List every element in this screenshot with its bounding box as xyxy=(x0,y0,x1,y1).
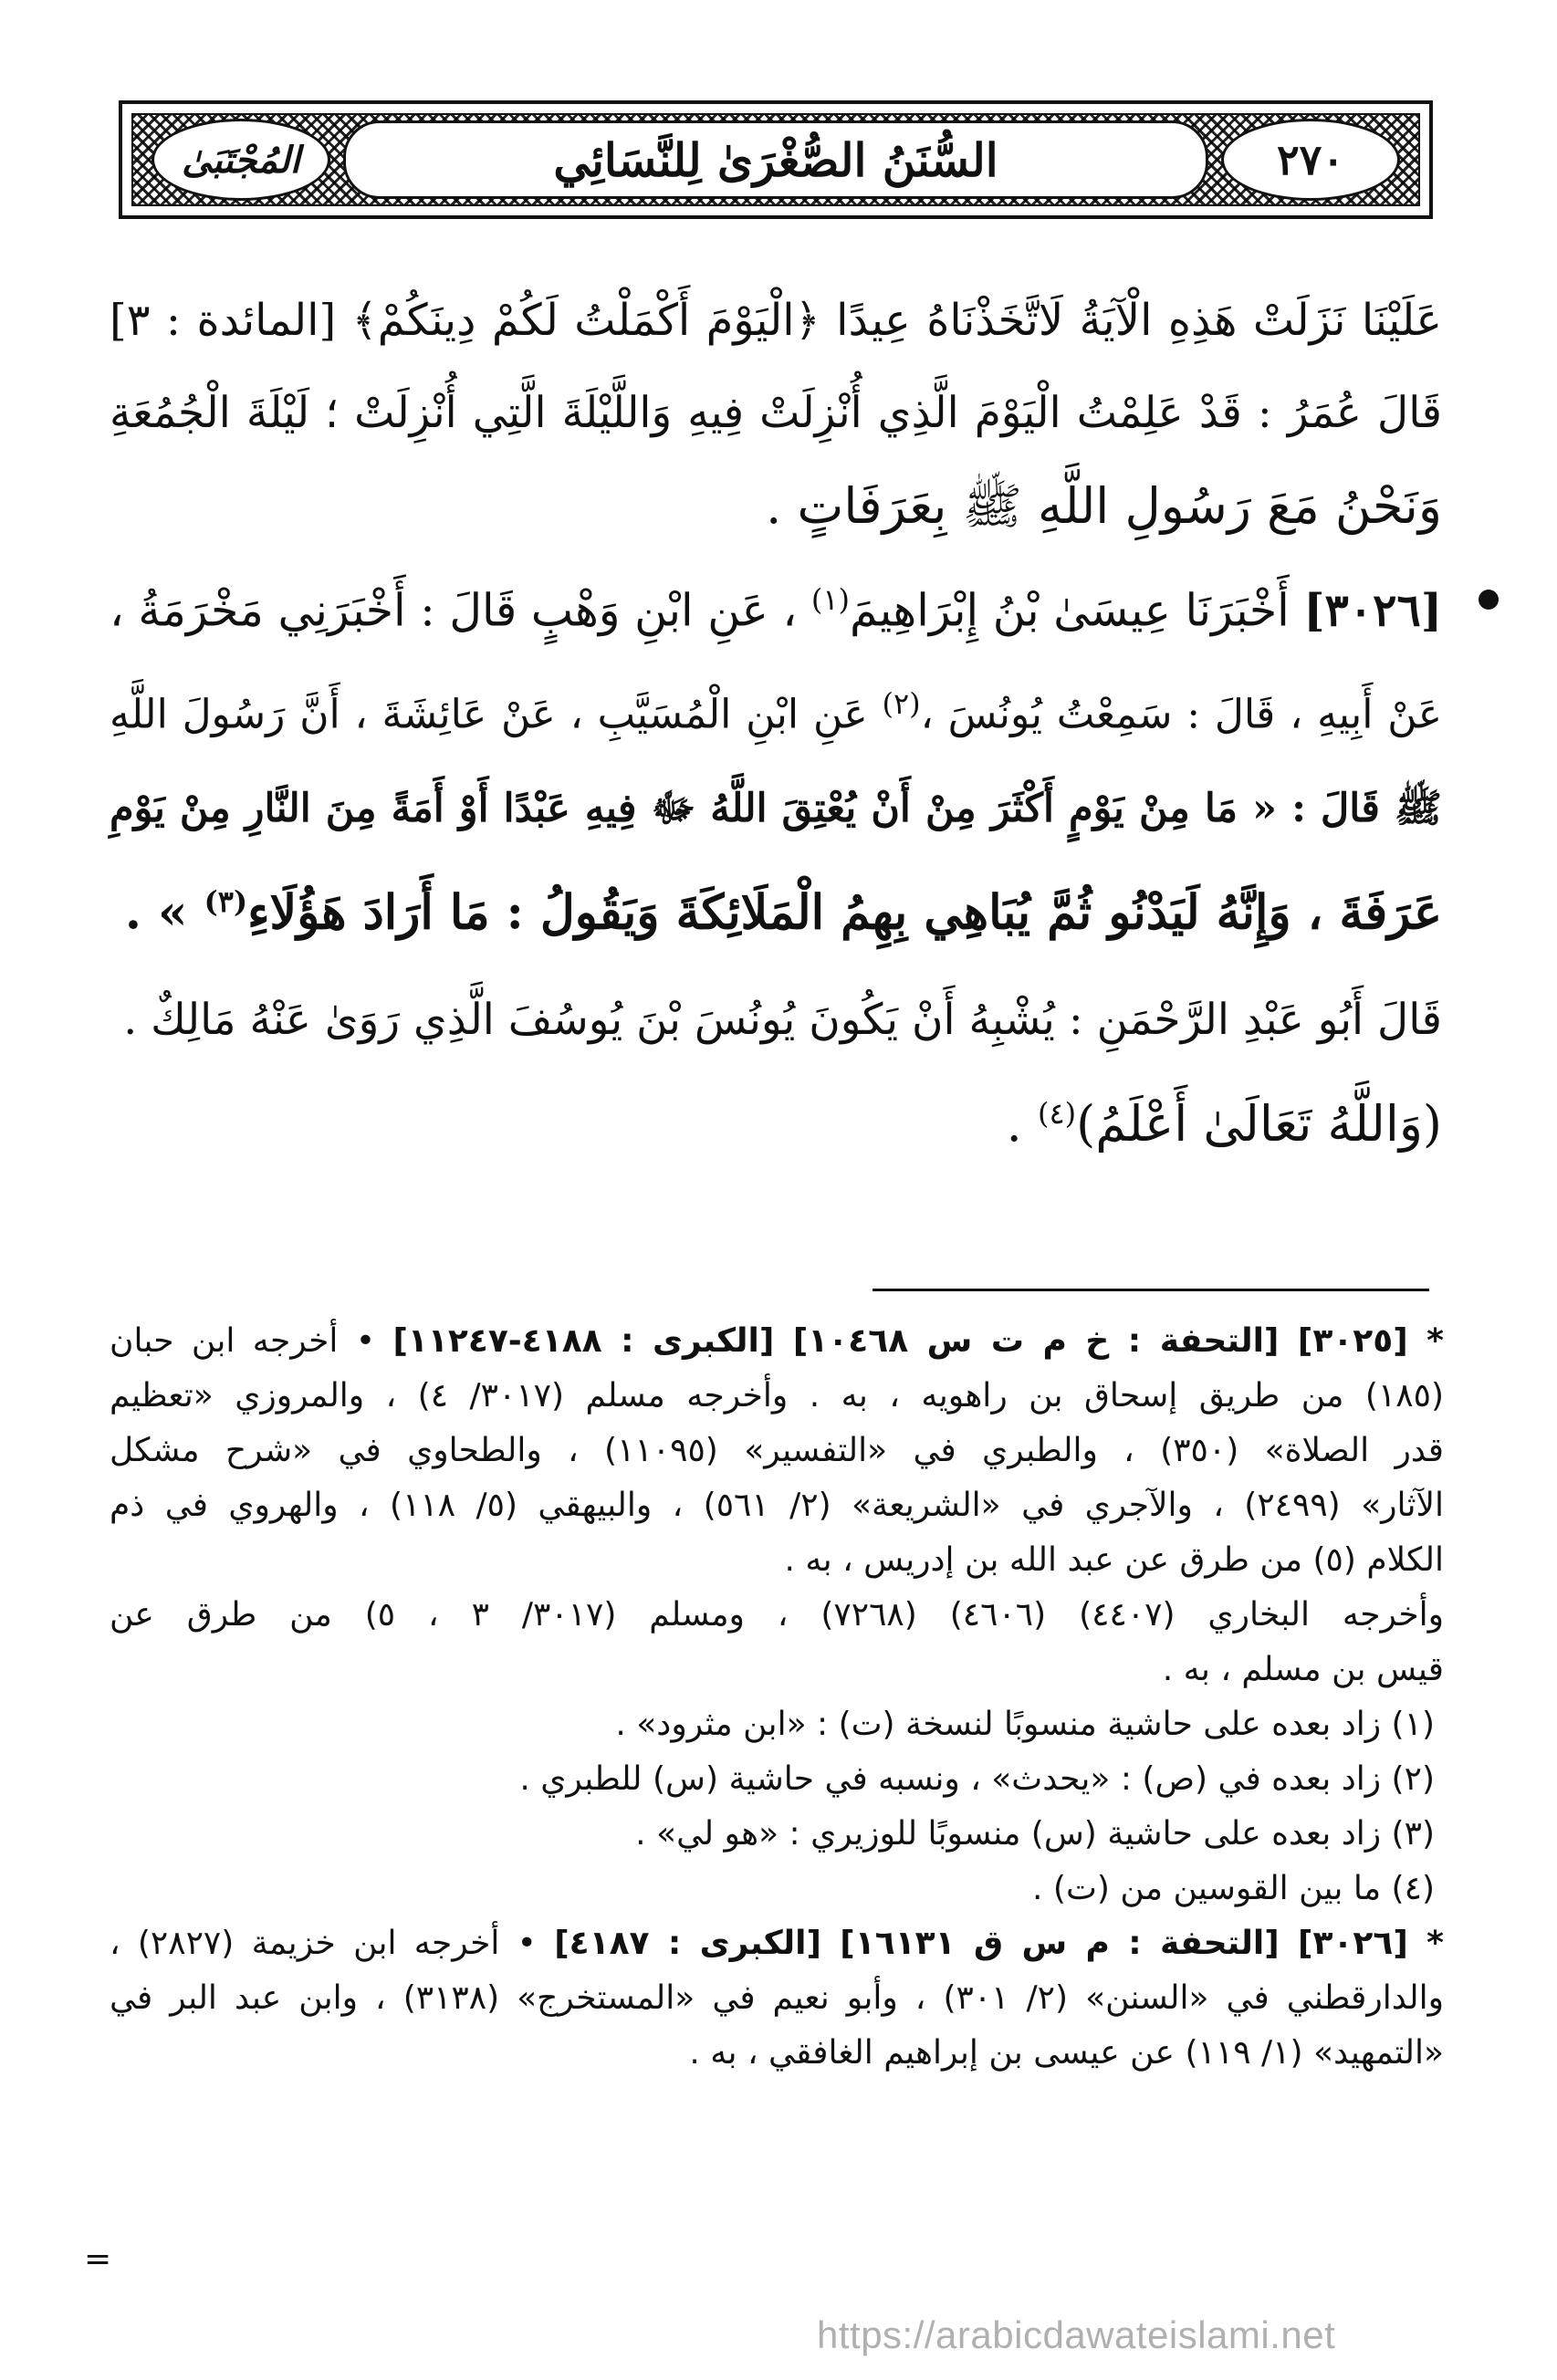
footnote-line: والدارقطني في «السنن» (٢/ ٣٠١) ، وأبو نعيم في «المستخرج» (٣١٣٨) ، وابن عبد البر في xyxy=(110,1979,1444,2017)
footnote-head: * [٣٠٢٥] [التحفة : خ م ت س ١٠٤٦٨] [الكبرى : ٤١٨٨-١١٢٤٧] xyxy=(392,1322,1445,1360)
header-ornament-frame xyxy=(131,113,1420,206)
footnote-ref: (٣) xyxy=(204,883,248,919)
hadith-line: ﷺ قَالَ : « مَا مِنْ يَوْمٍ أَكْثَرَ مِنْ أَنْ يُعْتِقَ اللَّهُ ﷻ فِيهِ عَبْدًا أَوْ أَمَةً مِنَ النَّارِ مِنْ يَوْمِ xyxy=(110,785,1442,831)
hadith-line xyxy=(110,855,1442,959)
hadith-text: » . xyxy=(124,884,188,941)
footnote-line: الكلام (٥) من طرق عن عبد الله بن إدريس ، به . xyxy=(784,1541,1444,1579)
hadith-text: عَرَفَةَ ، وَإِنَّهُ لَيَدْنُو ثُمَّ يُبَاهِي بِهِمُ الْمَلَائِكَةَ وَيَقُولُ : مَا أَرَادَ هَؤُلَاءِ xyxy=(247,884,1442,941)
page-number: ٢٧٠ xyxy=(1276,135,1345,184)
hadith-block xyxy=(110,553,1442,959)
book-title: السُّنَنُ الصُّغْرَىٰ لِلنَّسَائِي xyxy=(553,132,998,187)
footnote-head: * [٣٠٢٦] [التحفة : م س ق ١٦١٣١] [الكبرى : ٤١٨٧] xyxy=(554,1925,1444,1962)
text-line: وَنَحْنُ مَعَ رَسُولِ اللَّهِ ﷺ بِعَرَفَاتٍ . xyxy=(766,477,1442,535)
footnote-ref: (١) xyxy=(810,582,850,617)
footnote-line: قدر الصلاة» (٣٥٠) ، والطبري في «التفسير» (١١٠٩٥) ، والطحاوي في «شرح مشكل xyxy=(110,1432,1444,1469)
footnotes xyxy=(110,1314,1444,2081)
sub-footnote: (١) زاد بعده على حاشية منسوبًا لنسخة (ت) : «ابن مثرود» . xyxy=(615,1706,1435,1743)
sub-footnote: (٣) زاد بعده على حاشية (س) منسوبًا للوزيري : «هو لي» . xyxy=(635,1815,1435,1853)
footnote-line: (١٨٥) من طريق إسحاق بن راهويه ، به . وأخرجه مسلم (٣٠١٧/ ٤) ، والمروزي «تعظيم xyxy=(110,1377,1444,1414)
footnote-line xyxy=(110,1314,1444,1369)
header-title-box xyxy=(343,120,1208,199)
book-emblem: المُجْتَبَىٰ xyxy=(182,138,300,182)
margin-mark: = xyxy=(84,2240,112,2278)
comment-text: (وَاللَّهُ تَعَالَىٰ أَعْلَمُ) xyxy=(1076,1095,1442,1153)
footnote-line xyxy=(110,1916,1444,1971)
footnote-text: • أخرجه ابن حبان xyxy=(110,1322,376,1360)
hadith-number: [٣٠٢٦] xyxy=(1303,583,1443,637)
page-header xyxy=(119,100,1433,219)
hadith-text: أَخْبَرَنَا عِيسَىٰ بْنُ إِبْرَاهِيمَ xyxy=(850,584,1290,637)
footnote-line: قيس بن مسلم ، به . xyxy=(1162,1651,1444,1688)
comment-end: . xyxy=(1006,1095,1022,1153)
footnote-text: • أخرجه ابن خزيمة (٢٨٢٧) ، xyxy=(110,1925,537,1962)
page-number-medallion xyxy=(1221,119,1400,201)
bullet-icon xyxy=(1479,590,1499,610)
hadith-text: عَنْ أَبِيهِ ، قَالَ : سَمِعْتُ يُونُسَ ، xyxy=(920,691,1442,738)
comment-line xyxy=(110,1067,1442,1171)
footnote-divider xyxy=(873,1289,1429,1291)
footnote-ref: (٤) xyxy=(1037,1096,1077,1132)
footnote-line: وأخرجه البخاري (٤٤٠٧) (٤٦٠٦) (٧٢٦٨) ، ومسلم (٣٠١٧/ ٣ ، ٥) من طرق عن xyxy=(110,1596,1444,1634)
hadith-line xyxy=(110,657,1442,762)
main-text xyxy=(110,274,1442,1171)
hadith-text: عَنِ ابْنِ الْمُسَيَّبِ ، عَنْ عَائِشَةَ ، أَنَّ رَسُولَ اللَّهِ xyxy=(110,691,868,738)
book-emblem-medallion xyxy=(152,119,330,201)
hadith-text: ، عَنِ ابْنِ وَهْبٍ قَالَ : أَخْبَرَنِي مَخْرَمَةُ ، xyxy=(110,584,798,637)
footnote-line: الآثار» (٢٤٩٩) ، والآجري في «الشريعة» (٢/ ٥٦١) ، والبيهقي (٥/ ١١٨) ، والهروي في ذم xyxy=(110,1487,1445,1524)
sub-footnote: (٢) زاد بعده في (ص) : «يحدث» ، ونسبه في حاشية (س) للطبري . xyxy=(519,1760,1435,1798)
watermark-url: https://arabicdawateislami.net xyxy=(817,2313,1336,2356)
footnote-line: «التمهيد» (١/ ١١٩) عن عيسى بن إبراهيم الغافقي ، به . xyxy=(689,2034,1444,2072)
sub-footnote: (٤) ما بين القوسين من (ت) . xyxy=(1032,1870,1435,1907)
comment-line: قَالَ أَبُو عَبْدِ الرَّحْمَنِ : يُشْبِهُ أَنْ يَكُونَ يُونُسَ بْنَ يُوسُفَ الَّذِي رَوَىٰ عَنْهُ مَالِكٌ . xyxy=(123,995,1442,1046)
text-line: عَلَيْنَا نَزَلَتْ هَذِهِ الْآيَةُ لَاتَّخَذْنَاهُ عِيدًا ﴿الْيَوْمَ أَكْمَلْتُ لَكُمْ دِينَكُمْ﴾ [المائدة : ٣] xyxy=(110,295,1442,346)
hadith-line xyxy=(110,553,1442,657)
text-line: قَالَ عُمَرُ : قَدْ عَلِمْتُ الْيَوْمَ الَّذِي أُنْزِلَتْ فِيهِ وَاللَّيْلَةَ الَّتِي أُنْزِلَتْ ؛ لَيْلَةَ الْجُمُعَةِ xyxy=(110,388,1442,438)
footnote-ref: (٢) xyxy=(882,686,921,722)
